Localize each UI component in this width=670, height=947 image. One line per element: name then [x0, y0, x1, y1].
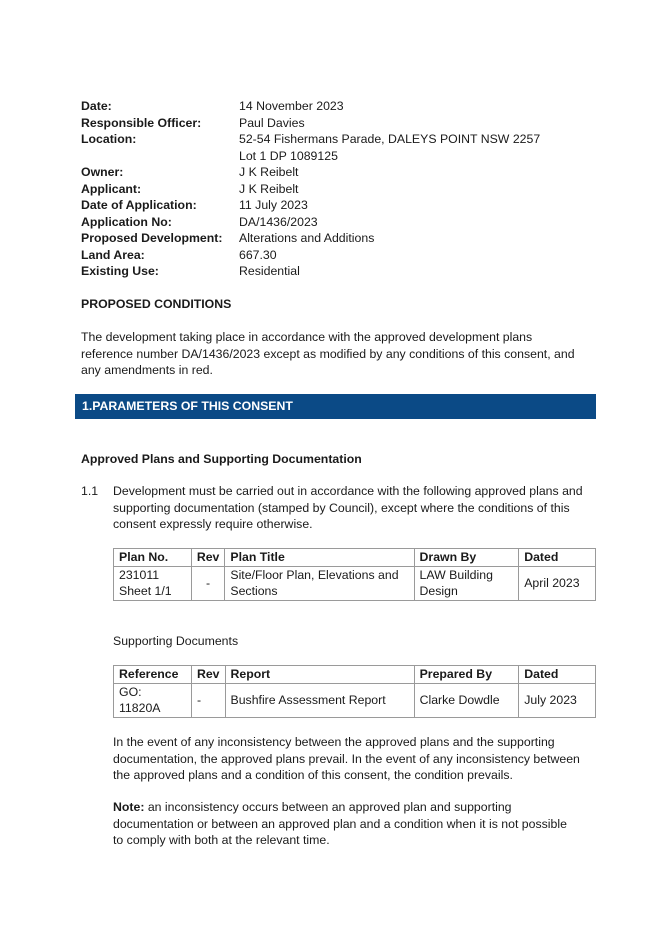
detail-label: Location: — [81, 132, 137, 146]
detail-label: Land Area: — [81, 247, 145, 262]
detail-row-land-area — [81, 247, 540, 264]
proposed-conditions-heading: PROPOSED CONDITIONS — [81, 297, 232, 311]
detail-row-officer — [81, 115, 540, 132]
rev-cell: - — [191, 683, 225, 717]
proposed-conditions-paragraph — [81, 329, 601, 379]
supporting-documents-label: Supporting Documents — [113, 634, 239, 648]
detail-label: Existing Use: — [81, 264, 159, 278]
detail-row-applicant — [81, 181, 540, 198]
section-heading-bar: 1.PARAMETERS OF THIS CONSENT — [75, 394, 596, 419]
dated-cell: July 2023 — [519, 683, 596, 717]
detail-value: Residential — [239, 264, 300, 278]
paragraph-line: In the event of any inconsistency between the approved plans and the supporting — [113, 735, 555, 749]
drawn-by-cell — [414, 566, 519, 600]
note-text: an inconsistency occurs between an approved plan and supporting — [144, 800, 512, 814]
column-header: Plan Title — [225, 549, 414, 567]
detail-row-date-of-application — [81, 197, 540, 214]
detail-value: DA/1436/2023 — [239, 214, 318, 229]
detail-label: Responsible Officer: — [81, 115, 202, 130]
detail-value: Lot 1 DP 1089125 — [239, 148, 338, 163]
column-header: Prepared By — [414, 666, 519, 684]
detail-row-location — [81, 131, 540, 148]
column-header: Dated — [519, 549, 596, 567]
note-label: Note: — [113, 800, 145, 814]
supporting-documents-table — [113, 665, 596, 718]
plan-no-cell — [114, 566, 192, 600]
paragraph-line — [113, 799, 603, 816]
detail-value: Paul Davies — [239, 115, 305, 130]
note-paragraph — [113, 799, 603, 849]
cell-line: LAW Building — [419, 567, 493, 582]
detail-value: Alterations and Additions — [239, 231, 375, 245]
detail-label: Owner: — [81, 165, 124, 179]
column-header: Reference — [114, 666, 192, 684]
detail-value: 11 July 2023 — [239, 198, 308, 212]
table-header-row — [114, 549, 596, 567]
column-header: Report — [225, 666, 414, 684]
detail-row-proposed-development — [81, 230, 540, 247]
column-header: Plan No. — [114, 549, 192, 567]
detail-row-lot — [81, 148, 540, 165]
cell-line: Sheet 1/1 — [119, 584, 172, 598]
detail-label: Date: — [81, 99, 112, 113]
plan-title-cell — [225, 566, 414, 600]
detail-value: 667.30 — [239, 247, 277, 262]
application-details — [81, 98, 540, 280]
paragraph-line: consent expressly require otherwise. — [113, 517, 313, 531]
detail-value: 14 November 2023 — [239, 99, 344, 113]
cell-line: Site/Floor Plan, Elevations and — [230, 567, 399, 582]
detail-label: Applicant: — [81, 181, 142, 196]
detail-row-date — [81, 98, 540, 115]
condition-text — [113, 483, 598, 533]
inconsistency-paragraph — [113, 734, 603, 784]
approved-plans-heading: Approved Plans and Supporting Documentation — [81, 452, 362, 466]
prepared-by-cell: Clarke Dowdle — [414, 683, 519, 717]
paragraph-line: The development taking place in accordance with the approved development plans — [81, 330, 533, 344]
approved-plans-table — [113, 548, 596, 601]
condition-number: 1.1 — [81, 484, 99, 498]
detail-label — [81, 148, 239, 165]
paragraph-line: Development must be carried out in accordance with the following approved plans and — [113, 484, 583, 498]
reference-cell: GO: 11820A — [114, 683, 192, 717]
paragraph-line: to comply with both at the relevant time. — [113, 833, 330, 847]
detail-value: J K Reibelt — [239, 165, 299, 179]
table-row — [114, 683, 596, 717]
column-header: Drawn By — [414, 549, 519, 567]
cell-line: Sections — [230, 584, 278, 598]
cell-line: Design — [419, 584, 458, 598]
detail-label: Proposed Development: — [81, 231, 223, 245]
cell-line: 231011 — [119, 567, 160, 582]
dated-cell: April 2023 — [519, 566, 596, 600]
detail-label: Application No: — [81, 214, 172, 229]
report-cell: Bushfire Assessment Report — [225, 683, 414, 717]
detail-row-application-no — [81, 214, 540, 231]
detail-value: J K Reibelt — [239, 181, 299, 196]
paragraph-line: supporting documentation (stamped by Council), except where the conditions of this — [113, 500, 570, 515]
column-header: Rev — [191, 666, 225, 684]
detail-value: 52-54 Fishermans Parade, DALEYS POINT NSW 2257 — [239, 132, 541, 146]
column-header: Rev — [191, 549, 225, 567]
column-header: Dated — [519, 666, 596, 684]
detail-row-existing-use — [81, 263, 540, 280]
paragraph-line: the approved plans and a condition of this consent, the condition prevails. — [113, 768, 513, 782]
detail-row-owner — [81, 164, 540, 181]
rev-cell: - — [191, 566, 225, 600]
paragraph-line: documentation or between an approved plan and a condition when it is not possible — [113, 816, 567, 831]
paragraph-line: documentation, the approved plans prevail. In the event of any inconsistency between — [113, 751, 580, 766]
detail-label: Date of Application: — [81, 198, 197, 212]
table-header-row — [114, 666, 596, 684]
paragraph-line: reference number DA/1436/2023 except as modified by any conditions of this consent, and — [81, 346, 575, 361]
table-row — [114, 566, 596, 600]
paragraph-line: any amendments in red. — [81, 363, 213, 377]
